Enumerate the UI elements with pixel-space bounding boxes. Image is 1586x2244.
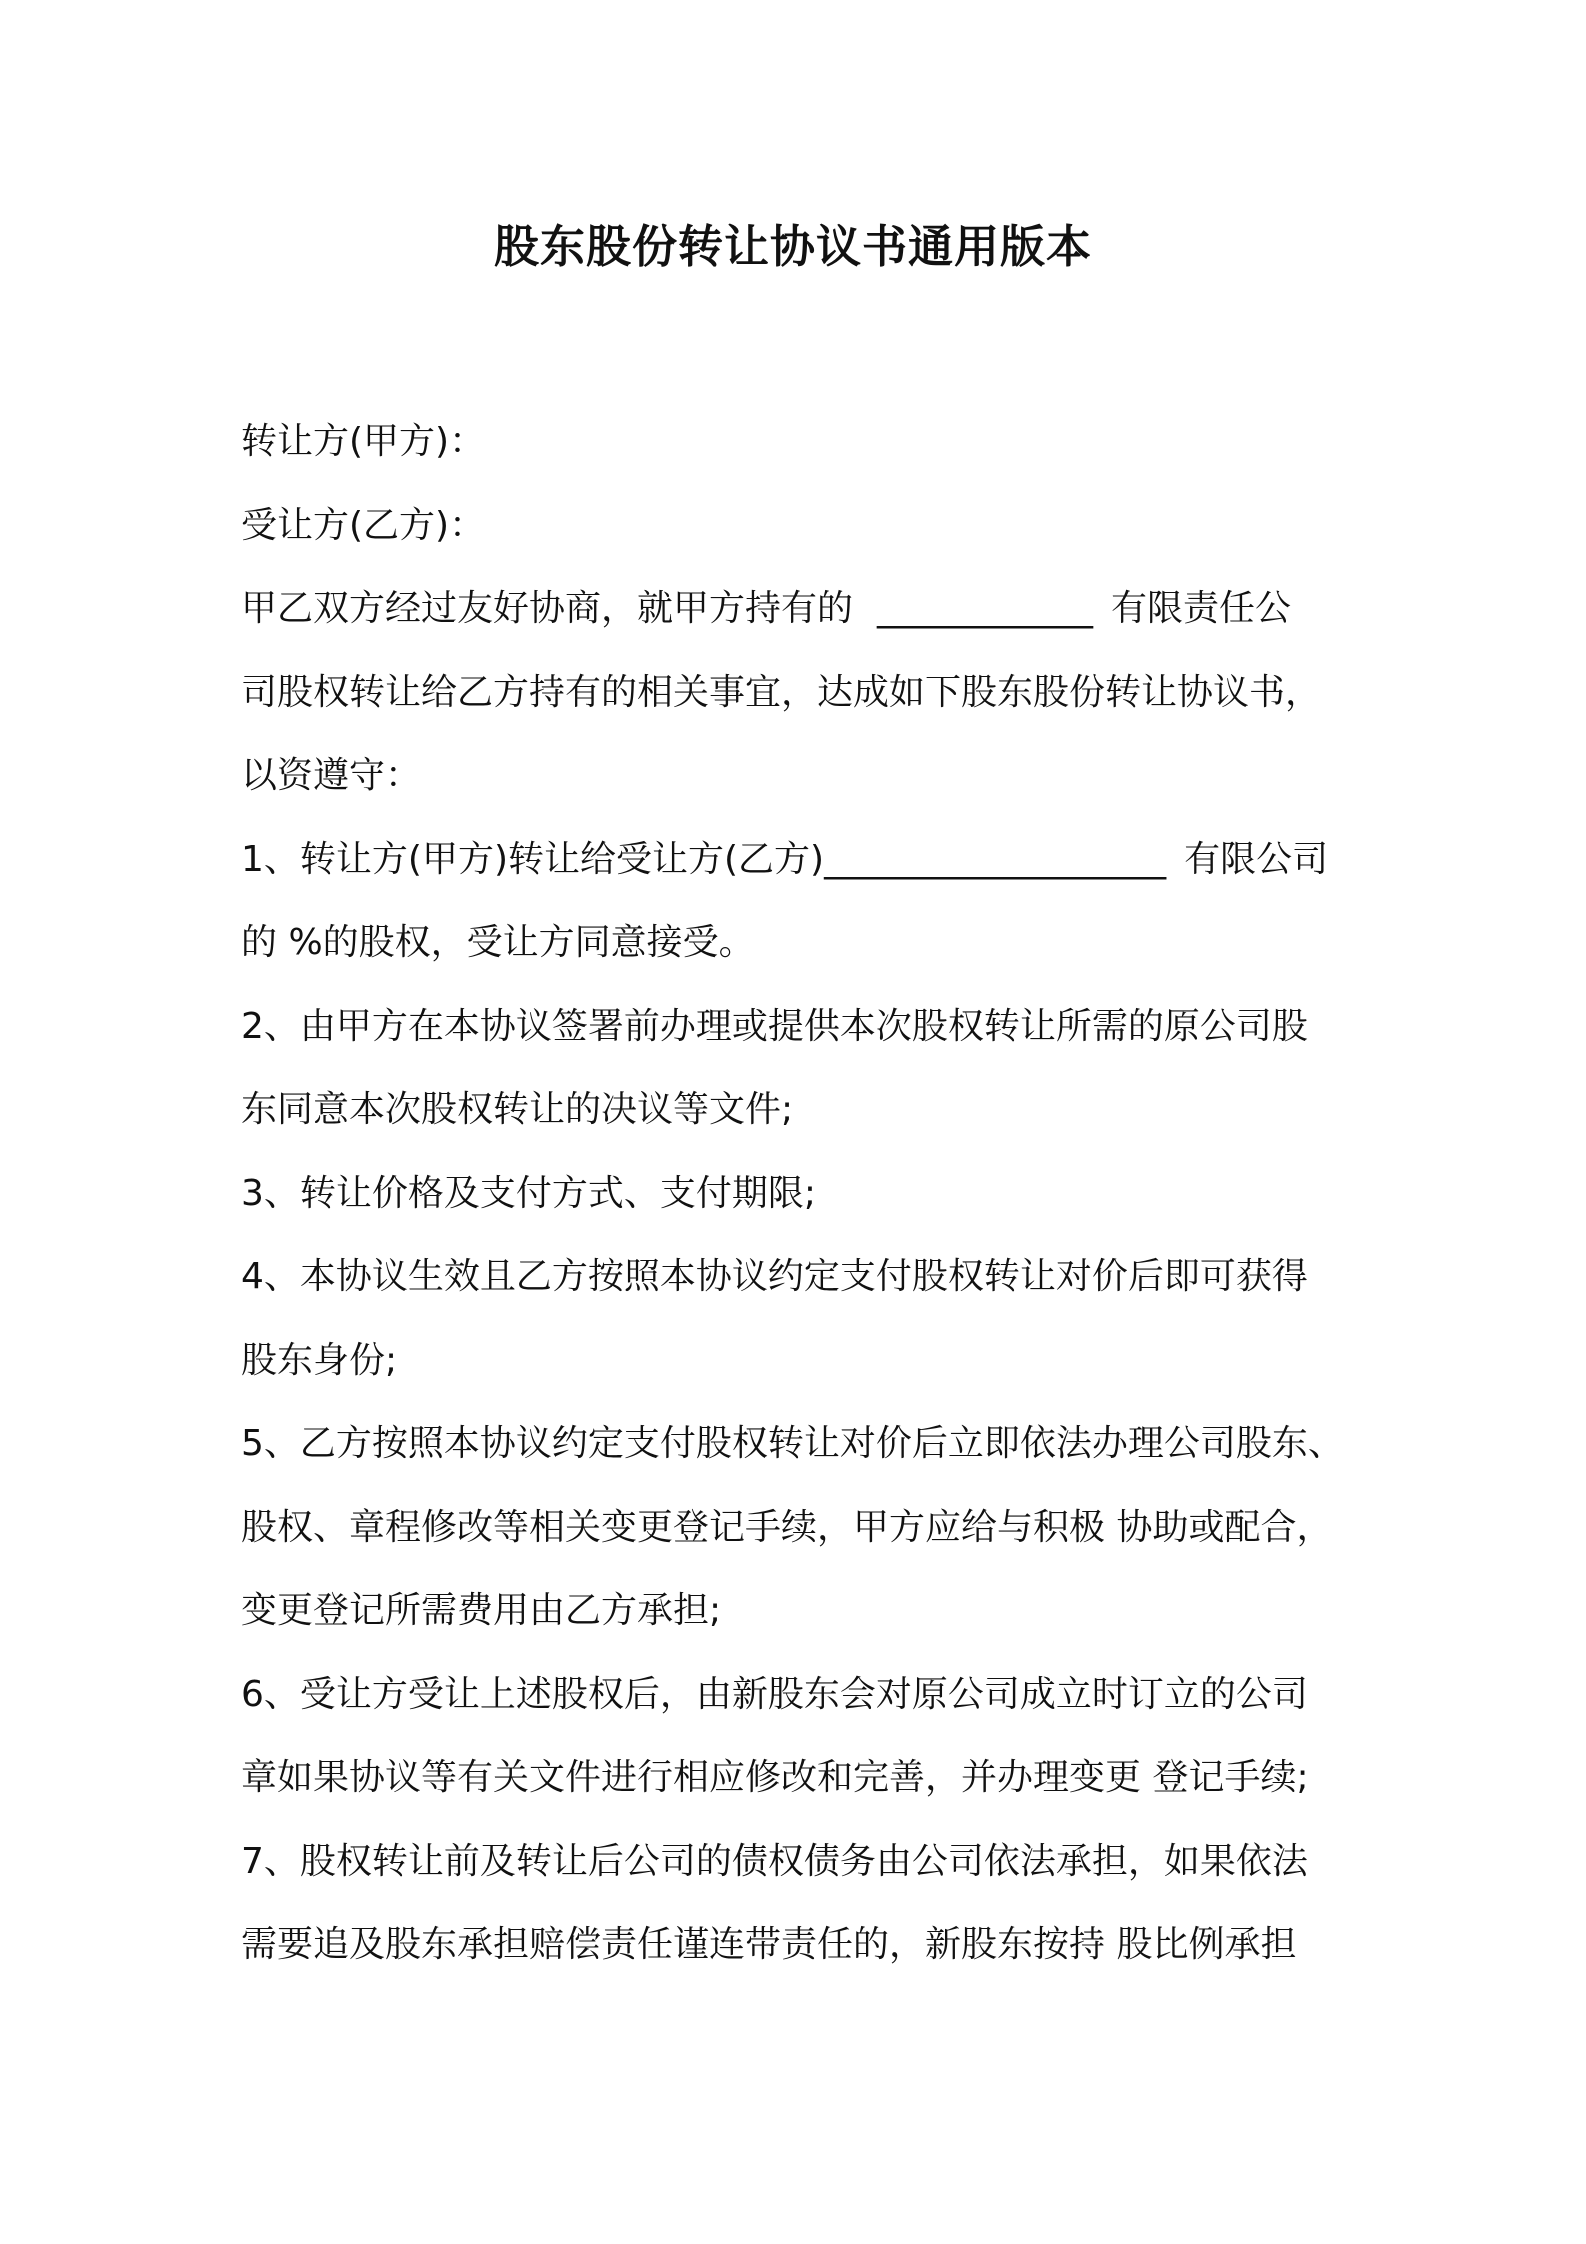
company-name-blank: ____________ — [877, 588, 1094, 629]
clause-5-line-2: 股权、章程修改等相关变更登记手续，甲方应给与积极 协助或配合， — [241, 1506, 1333, 1548]
intro-line-3: 以资遵守： — [241, 755, 422, 796]
intro-line-1 — [241, 567, 1371, 651]
clause-7-line-1: 7、股权转让前及转让后公司的债权债务由公司依法承担，如果依法 — [241, 1840, 1308, 1882]
transferee-line: 受让方(乙方)： — [241, 504, 486, 546]
clause-2-line-1: 2、由甲方在本协议签署前办理或提供本次股权转让所需的原公司股 — [241, 1005, 1308, 1047]
clause-3-line-1: 3、转让价格及支付方式、支付期限; — [241, 1172, 817, 1214]
clause-1-line-2: 的 %的股权，受让方同意接受。 — [241, 922, 755, 963]
clause-1-company: 有限公司 — [1184, 838, 1329, 880]
intro-line-2: 司股权转让给乙方持有的相关事宜，达成如下股东股份转让协议书， — [241, 671, 1322, 713]
intro-text-end: 有限责任公 — [1111, 588, 1292, 629]
document-title: 股东股份转让协议书通用版本 — [493, 220, 1092, 273]
clause-4-line-1: 4、本协议生效且乙方按照本协议约定支付股权转让对价后即可获得 — [241, 1256, 1308, 1297]
transferor-line: 转让方(甲方)： — [241, 421, 486, 462]
clause-1-line-1 — [241, 818, 1371, 902]
clause-1-text: 1、转让方(甲方)转让给受让方(乙方)___________________ — [241, 838, 1167, 880]
clause-2-line-2: 东同意本次股权转让的决议等文件; — [241, 1089, 794, 1130]
clause-6-line-1: 6、受让方受让上述股权后，由新股东会对原公司成立时订立的公司 — [241, 1673, 1308, 1715]
document-body — [241, 400, 1371, 1987]
clause-5-line-3: 变更登记所需费用由乙方承担; — [241, 1590, 722, 1631]
intro-text-start: 甲乙双方经过友好协商，就甲方持有的 — [241, 588, 854, 629]
clause-6-line-2: 章如果协议等有关文件进行相应修改和完善，并办理变更 登记手续; — [241, 1757, 1309, 1798]
clause-5-line-1: 5、乙方按照本协议约定支付股权转让对价后立即依法办理公司股东、 — [241, 1423, 1344, 1464]
clause-4-line-2: 股东身份; — [241, 1339, 398, 1381]
clause-7-line-2: 需要追及股东承担赔偿责任谨连带责任的，新股东按持 股比例承担 — [241, 1924, 1297, 1965]
